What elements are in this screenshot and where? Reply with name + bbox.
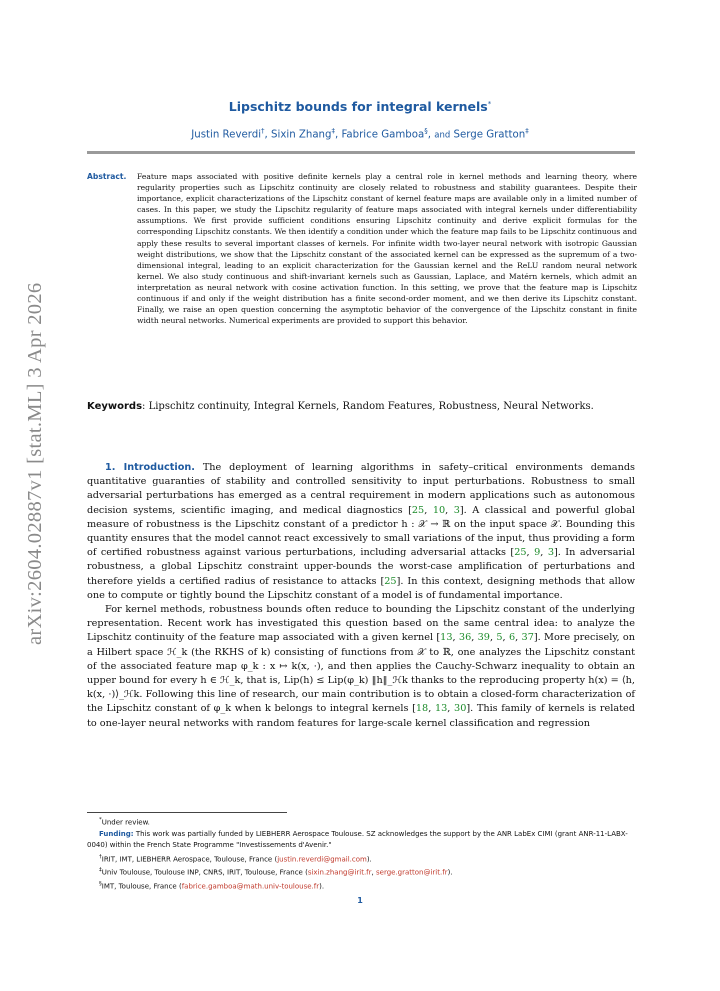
intro-paragraph-2: For kernel methods, robustness bounds often reduce to bounding the Lipschitz constant of the underlying representation. Recent work has investigated this question based on the same central idea: to analyze the Lipschitz continuity of the feature map associated with a given kernel [13, 36, 39, 5, 6, 37]. More precisely, on a Hilbert space ℋ_k (the RKHS of k) consisting of functions from 𝒳 to ℝ, one analyzes the Lipschitz constant of the associated feature map φ_k : x ↦ k(x, ·), and then applies the Cauchy-Schwarz inequality to obtain an upper bound for every h ∈ ℋ_k, that is, Lip(h) ≤ Lip(φ_k) ‖h‖_ℋk thanks to the reproducing property h(x) = ⟨h, k(x, ·)⟩_ℋk. Following this line of research, our main contribution is to obtain a closed-form characterization of the Lipschitz constant of φ_k when k belongs to integral kernels [18, 13, 30]. This family of kernels is related to one-layer neural networks with random features for large-scale kernel classification and regression — [87, 604, 635, 729]
footnote-mark: * — [99, 817, 102, 823]
citation-link[interactable]: 39 — [477, 632, 490, 644]
citation-link[interactable]: 25 — [411, 504, 425, 516]
footnote-affiliation-1 — [87, 852, 637, 866]
citation-link[interactable]: 36 — [458, 632, 472, 644]
footnote-text: Univ Toulouse, Toulouse INP, CNRS, IRIT, Toulouse, France ( — [101, 868, 308, 877]
footnote-text: ). — [366, 854, 372, 863]
citation-link[interactable]: 37 — [521, 632, 534, 644]
author-name: Sixin Zhang — [271, 129, 332, 141]
author-footnote-mark[interactable]: ‡ — [525, 127, 529, 135]
body-text: The deployment of learning algorithms in safety–critical environments demands quantitative guaranties of stability and controlled sensitivity to input perturbations. Robustness to small adversarial perturbations has emerged as a central requirement in modern applications such as autonomous decision systems, scientific imaging, and medical diagnostics [ — [87, 462, 635, 516]
body-text: ]. In adversarial robustness, a global Lipschitz constraint upper-bounds the worst-case amplification of perturbations and therefore yields a certified radius of resistance to attacks [ — [87, 547, 635, 587]
keywords-label: Keywords — [87, 401, 143, 412]
footnotes — [87, 815, 637, 893]
author-conjunction: and — [434, 130, 451, 141]
author-footnote-mark[interactable]: † — [261, 127, 265, 135]
footnote-mark: † — [99, 853, 102, 860]
citation-link[interactable]: 13 — [440, 632, 453, 644]
citation-link[interactable]: 25 — [384, 575, 397, 587]
arxiv-identifier-stamp: arXiv:2604.02887v1 [stat.ML] 3 Apr 2026 — [24, 282, 46, 645]
page-number: 1 — [357, 896, 363, 905]
footnote-affiliation-3 — [87, 879, 637, 893]
section-heading: 1. Introduction. — [105, 462, 195, 473]
keywords-section — [87, 400, 635, 415]
title-footnote-mark[interactable]: * — [487, 99, 492, 108]
body-text: ]. In this context, designing methods that allow one to compute or tightly bound the Lipschitz constant of a model is of fundamental importance. — [87, 575, 636, 601]
paper-title — [0, 99, 720, 114]
author-footnote-mark[interactable]: ‡ — [331, 127, 335, 135]
footnote-divider — [87, 812, 287, 813]
abstract-label: Abstract. — [87, 172, 127, 181]
citation-link[interactable]: 10 — [432, 504, 446, 516]
email-link[interactable]: justin.reverdi@gmail.com — [277, 854, 367, 863]
funding-label: Funding: — [99, 829, 134, 838]
citation-link[interactable]: 13 — [434, 703, 448, 715]
footnote-text: , — [371, 868, 376, 877]
footnote-funding — [87, 829, 637, 852]
citation-link[interactable]: 9 — [534, 547, 541, 559]
author-name: Serge Gratton — [453, 129, 526, 141]
citation-link[interactable]: 25 — [514, 547, 527, 559]
email-link[interactable]: serge.gratton@irit.fr — [375, 868, 448, 877]
author-footnote-mark[interactable]: § — [424, 127, 428, 135]
citation-link[interactable]: 30 — [454, 703, 467, 715]
footnote-text: ). — [447, 868, 453, 877]
citation-link[interactable]: 18 — [415, 703, 429, 715]
keywords-text: : Lipschitz continuity, Integral Kernels, Random Features, Robustness, Neural Networks. — [142, 401, 594, 412]
abstract-text: Feature maps associated with positive definite kernels play a central role in kernel methods and learning theory, where regularity properties such as Lipschitz continuity are closely related to robustness and stability guarantees. Despite their importance, explicit characterizations of the Lipschitz constant of kernel feature maps are available only in a limited number of cases. In this paper, we study the Lipschitz regularity of feature maps associated with integral kernels under differentiability assumptions. We first provide sufficient conditions ensuring Lipschitz continuity and derive explicit formulas for the corresponding Lipschitz constants. We then identify a condition under which the feature map fails to be Lipschitz continuous and apply these results to several important classes of kernels. For infinite width two-layer neural network with isotropic Gaussian weight distributions, we show that the Lipschitz constant of the associated kernel can be expressed as the supremum of a two-dimensional integral, leading to an explicit characterization for the Gaussian kernel and the ReLU random neural network kernel. We also study continuous and shift-invariant kernels such as Gaussian, Laplace, and Matérn kernels, which admit an interpretation as neural network with cosine activation function. In this setting, we prove that the feature map is Lipschitz continuous if and only if the weight distribution has a finite second-order moment, and we then derive its Lipschitz constant. Finally, we raise an open question concerning the asymptotic behavior of the convergence of the Lipschitz constant in finite width neural networks. Numerical experiments are provided to support this behavior. — [137, 172, 637, 326]
footnote-affiliation-2 — [87, 865, 637, 879]
abstract-section — [87, 171, 637, 326]
author-list: Justin Reverdi†, Sixin Zhang‡, Fabrice Gamboa§, and Serge Gratton‡ — [191, 127, 529, 141]
author-name: Fabrice Gamboa — [341, 129, 425, 141]
footnote-mark: § — [99, 881, 102, 888]
title-divider — [87, 151, 635, 154]
intro-paragraph-1: 1. Introduction. The deployment of learning algorithms in safety–critical environments demands quantitative guaranties of stability and controlled sensitivity to input perturbations. Robustness to small adversarial perturbations has emerged as a central requirement in modern applications such as autonomous decision systems, scientific imaging, and medical diagnostics [25, 10, 3]. A classical and powerful global measure of robustness is the Lipschitz constant of a predictor h : 𝒳 → ℝ on the input space 𝒳. Bounding this quantity ensures that the model cannot react excessively to small variations of the input, thus providing a form of certified robustness against various perturbations, including adversarial attacks [25, 9, 3]. In adversarial robustness, a global Lipschitz constraint upper-bounds the worst-case amplification of perturbations and therefore yields a certified radius of resistance to attacks [25]. In this context, designing methods that allow one to compute or tightly bound the Lipschitz constant of a model is of fundamental importance. — [87, 462, 636, 601]
email-link[interactable]: fabrice.gamboa@math.univ-toulouse.fr — [181, 882, 320, 891]
footnote-text: This work was partially funded by LIEBHERR Aerospace Toulouse. SZ acknowledges the support by the ANR LabEx CIMI (grant ANR-11-LABX-0040) within the French State Programme "Investissements d'Avenir." — [87, 829, 628, 850]
citation-link[interactable]: 6 — [508, 632, 516, 644]
body-text: ]. This family of kernels is related to one-layer neural networks with random features for large-scale kernel classification and regression — [87, 703, 635, 729]
footnote-text: IMT, Toulouse, France ( — [101, 882, 182, 891]
body-text: ]. A classical and powerful global measure of robustness is the Lipschitz constant of a predictor h : 𝒳 → ℝ on the input space 𝒳. Bounding this quantity ensures that the model cannot react excessively to small variations of the input, thus providing a form of certified robustness against various perturbations, including adversarial attacks [ — [87, 504, 635, 559]
citation-link[interactable]: 3 — [453, 504, 460, 516]
citation-link[interactable]: 5 — [496, 632, 503, 644]
footnote-text: Under review. — [101, 818, 150, 827]
footnote-under-review — [87, 815, 637, 829]
introduction-section — [87, 461, 635, 731]
author-name: Justin Reverdi — [191, 129, 262, 141]
paper-title-text: Lipschitz bounds for integral kernels — [228, 99, 488, 114]
email-link[interactable]: sixin.zhang@irit.fr — [307, 868, 372, 877]
body-text: For kernel methods, robustness bounds often reduce to bounding the Lipschitz constant of the underlying representation. Recent work has investigated this question based on the same central idea: to analyze the Lipschitz continuity of the feature map associated with a given kernel [ — [87, 604, 635, 644]
citation-link[interactable]: 3 — [547, 547, 554, 559]
footnote-text: ). — [319, 882, 325, 891]
body-text: ]. More precisely, on a Hilbert space ℋ_k (the RKHS of k) consisting of functions from 𝒳 to ℝ, one analyzes the Lipschitz constant of the associated feature map φ_k : x ↦ k(x, ·), and then applies the Cauchy-Schwarz inequality to obtain an upper bound for every h ∈ ℋ_k, that is, Lip(h) ≤ Lip(φ_k) ‖h‖_ℋk thanks to the reproducing property h(x) = ⟨h, k(x, ·)⟩_ℋk. Following this line of research, our main contribution is to obtain a closed-form characterization of the Lipschitz constant of φ_k when k belongs to integral kernels [ — [87, 632, 635, 715]
footnote-mark: ‡ — [99, 867, 102, 874]
footnote-text: IRIT, IMT, LIEBHERR Aerospace, Toulouse, France ( — [101, 854, 278, 863]
